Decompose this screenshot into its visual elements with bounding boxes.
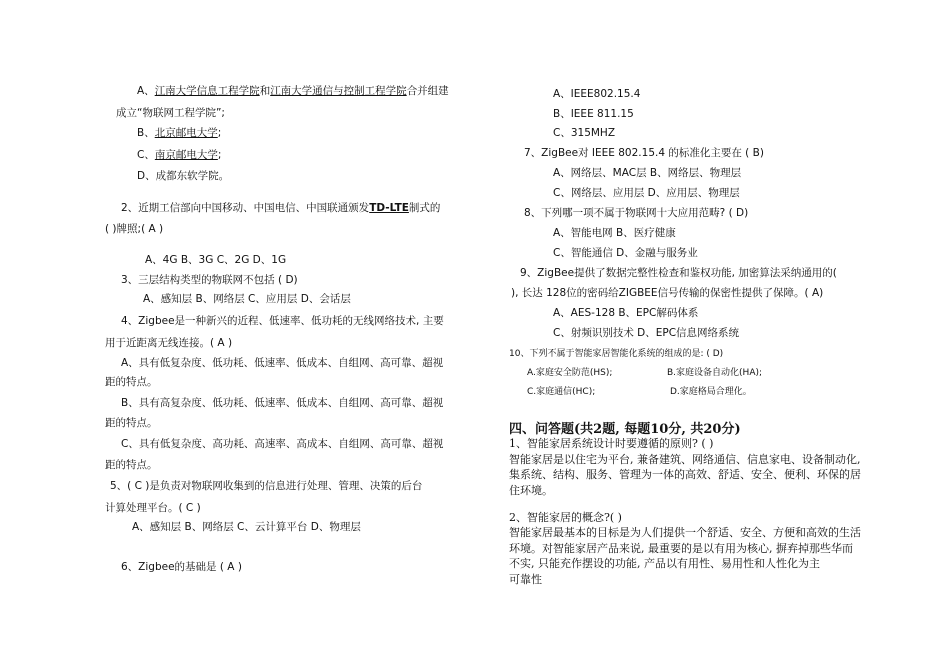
- q1-option-c-school: 南京邮电大学: [154, 149, 218, 161]
- qa1-answer-line1: 智能家居是以住宅为平台, 兼备建筑、网络通信、信息家电、设备制动化,: [509, 453, 861, 466]
- q6-option-a: A、IEEE802.15.4: [553, 88, 641, 100]
- q4-option-c-line1: C、具有低复杂度、高功耗、高速率、高成本、自组网、高可靠、超视: [121, 438, 444, 450]
- qa2-answer-line1: 智能家居最基本的目标是为人们提供一个舒适、安全、方便和高效的生活: [509, 526, 861, 539]
- q5-line1: 5、( C )是负责对物联网收集到的信息进行处理、管理、决策的后台: [110, 480, 423, 492]
- q2-line2: ( )牌照;( A ): [105, 223, 164, 235]
- q4-option-b-line1: B、具有高复杂度、低功耗、低速率、低成本、自组网、高可靠、超视: [121, 397, 444, 409]
- q2-options: A、4G B、3G C、2G D、1G: [145, 254, 287, 266]
- q1-option-b-prefix: B、: [137, 127, 155, 139]
- q1-option-a: [137, 84, 449, 98]
- q1-option-b-school: 北京邮电大学: [154, 127, 218, 139]
- q1-option-a-prefix: A、: [137, 85, 155, 97]
- section-4-heading: 四、问答题(共2题, 每题10分, 共20分): [509, 422, 741, 437]
- q1-option-d: D、成都东软学院。: [137, 170, 230, 182]
- q2-suffix: 制式的: [408, 202, 441, 214]
- q7-question: 7、ZigBee对 IEEE 802.15.4 的标准化主要在 ( B): [524, 147, 764, 159]
- q2-tdlte: TD-LTE: [369, 202, 409, 214]
- q9-line2: ), 长达 128位的密码给ZIGBEE信号传输的保密性提供了保障。( A): [511, 287, 824, 299]
- q10-question: 10、下列不属于智能家居智能化系统的组成的是: ( D): [509, 349, 724, 359]
- q4-option-b-line2: 距的特点。: [105, 417, 158, 429]
- q1-option-b: [137, 126, 221, 140]
- qa1-answer-line2: 集系统、结构、服务、管理为一体的高效、舒适、安全、便利、环保的居: [509, 468, 861, 481]
- qa1-question: 1、智能家居系统设计时要遵循的原则? ( ): [509, 437, 714, 450]
- q4-option-a-line2: 距的特点。: [105, 376, 158, 388]
- qa2-answer-line3: 不实, 只能充作摆设的功能, 产品以有用性、易用性和人性化为主: [509, 557, 820, 570]
- q3-options: A、感知层 B、网络层 C、应用层 D、会话层: [143, 293, 351, 305]
- q9-line1: 9、ZigBee提供了数据完整性检查和鉴权功能, 加密算法采纳通用的(: [520, 267, 837, 279]
- q8-options-ab: A、智能电网 B、医疗健康: [553, 227, 676, 239]
- q4-option-a-line1: A、具有低复杂度、低功耗、低速率、低成本、自组网、高可靠、超视: [121, 357, 444, 369]
- qa2-question: 2、智能家居的概念?( ): [509, 511, 622, 524]
- q5-line2: 计算处理平台。( C ): [105, 502, 201, 514]
- q7-options-cd: C、网络层、应用层 D、应用层、物理层: [553, 187, 740, 199]
- q10-option-a: A.家庭安全防范(HS);: [527, 368, 613, 378]
- q10-option-c: C.家庭通信(HC);: [527, 387, 596, 397]
- q2-line1: [121, 201, 440, 215]
- q1-option-c-prefix: C、: [137, 149, 155, 161]
- q8-options-cd: C、智能通信 D、金融与服务业: [553, 247, 698, 259]
- qa1-answer-line3: 住环境。: [509, 484, 553, 497]
- q1-option-c: [137, 148, 221, 162]
- q8-question: 8、下列哪一项不属于物联网十大应用范畴? ( D): [524, 207, 749, 219]
- q9-options-cd: C、射频识别技术 D、EPC信息网络系统: [553, 327, 740, 339]
- q3-question: 3、三层结构类型的物联网不包括 ( D): [121, 274, 298, 286]
- q1-option-a-school2: 江南大学通信与控制工程学院: [270, 85, 407, 97]
- q1-option-a-suffix: 合并组建: [406, 85, 449, 97]
- q7-options-ab: A、网络层、MAC层 B、网络层、物理层: [553, 167, 742, 179]
- qa2-answer-line4: 可靠性: [509, 573, 542, 586]
- q2-prefix: 2、近期工信部向中国移动、中国电信、中国联通颁发: [121, 202, 370, 214]
- q9-options-ab: A、AES-128 B、EPC解码体系: [553, 307, 699, 319]
- q1-option-a-mid: 和: [259, 85, 271, 97]
- q6-option-b: B、IEEE 811.15: [553, 108, 634, 120]
- q10-option-b: B.家庭设备自动化(HA);: [667, 368, 763, 378]
- q4-line1: 4、Zigbee是一种新兴的近程、低速率、低功耗的无线网络技术, 主要: [121, 315, 444, 327]
- q1-option-a-cont: 成立“物联网工程学院”;: [116, 107, 225, 119]
- q1-option-c-suffix: ;: [217, 149, 222, 161]
- q10-option-d: D.家庭格局合理化。: [670, 387, 752, 397]
- q6-option-c: C、315MHZ: [553, 127, 616, 139]
- q1-option-a-school1: 江南大学信息工程学院: [154, 85, 260, 97]
- q4-option-c-line2: 距的特点。: [105, 459, 158, 471]
- q5-options: A、感知层 B、网络层 C、云计算平台 D、物理层: [132, 521, 361, 533]
- q6-question: 6、Zigbee的基础是 ( A ): [121, 561, 242, 573]
- qa2-answer-line2: 环境。对智能家居产品来说, 最重要的是以有用为核心, 摒弃掉那些华而: [509, 542, 853, 555]
- q4-line2: 用于近距离无线连接。( A ): [105, 337, 233, 349]
- q1-option-b-suffix: ;: [217, 127, 222, 139]
